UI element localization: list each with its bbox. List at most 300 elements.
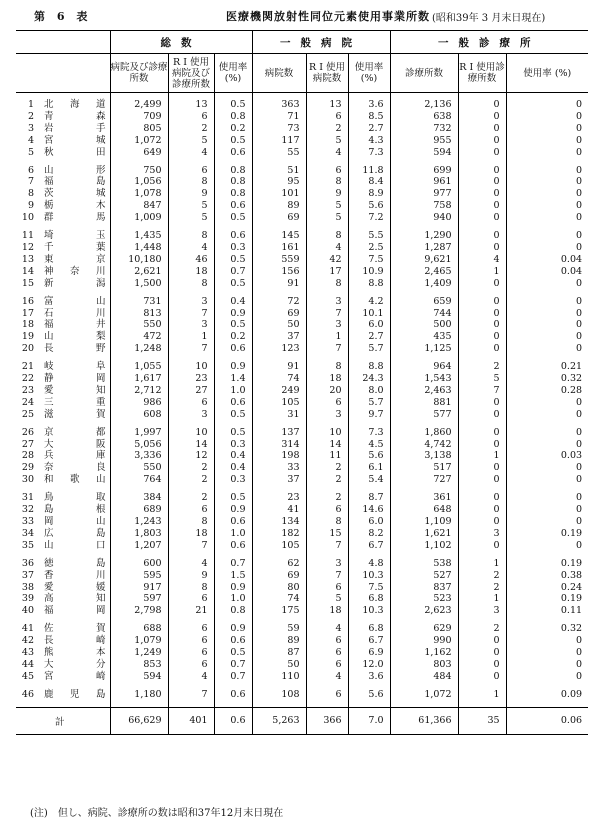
total-clinic-count: 61,366 xyxy=(390,707,458,734)
corner-header xyxy=(16,31,110,54)
cell-hr: 4.2 xyxy=(348,296,390,308)
cell-tr: 0.9 xyxy=(214,361,252,373)
cell-t: 1,009 xyxy=(110,212,168,224)
cell-cri: 1 xyxy=(458,558,506,570)
prefecture-name: 岐阜 xyxy=(44,361,106,373)
cell-cri: 1 xyxy=(458,689,506,701)
table-row xyxy=(16,540,588,552)
cell-tr: 0.5 xyxy=(214,319,252,331)
cell-h: 69 xyxy=(252,570,306,582)
cell-tr: 0.7 xyxy=(214,266,252,278)
cell-hr: 6.7 xyxy=(348,540,390,552)
cell-tr: 0.6 xyxy=(214,635,252,647)
cell-hri: 8 xyxy=(306,516,348,528)
cell-tr: 0.9 xyxy=(214,308,252,320)
cell-hri: 2 xyxy=(306,462,348,474)
prefecture-name: 岡山 xyxy=(44,516,106,527)
prefecture-name: 三重 xyxy=(44,396,106,408)
cell-hr: 8.8 xyxy=(348,361,390,373)
cell-cr: 0.03 xyxy=(506,450,588,462)
cell-tri: 7 xyxy=(168,343,214,355)
col-header-total-rate: 使用率 (%) xyxy=(214,54,252,93)
cell-c: 977 xyxy=(390,188,458,200)
cell-hr: 2.7 xyxy=(348,331,390,343)
cell-hr: 8.5 xyxy=(348,111,390,123)
cell-hri: 9 xyxy=(306,188,348,200)
cell-hr: 4.8 xyxy=(348,558,390,570)
cell-hr: 5.6 xyxy=(348,450,390,462)
cell-tri: 6 xyxy=(168,111,214,123)
cell-h: 559 xyxy=(252,254,306,266)
cell-hr: 7.3 xyxy=(348,427,390,439)
cell-cr: 0 xyxy=(506,462,588,474)
cell-cr: 0 xyxy=(506,504,588,516)
cell-cri: 0 xyxy=(458,200,506,212)
cell-t: 1,435 xyxy=(110,230,168,242)
total-clinic-ri: 35 xyxy=(458,707,506,734)
prefecture-name: 奈良 xyxy=(44,462,106,474)
cell-t: 731 xyxy=(110,296,168,308)
row-number: 40 xyxy=(21,605,34,617)
row-number: 1 xyxy=(27,99,34,110)
cell-hr: 6.8 xyxy=(348,593,390,605)
cell-cri: 0 xyxy=(458,427,506,439)
table-number: 第 6 表 xyxy=(34,10,92,23)
cell-cri: 0 xyxy=(458,635,506,647)
cell-tr: 0.3 xyxy=(214,474,252,486)
cell-hr: 4.3 xyxy=(348,135,390,147)
cell-cr: 0 xyxy=(506,165,588,177)
table-row xyxy=(16,361,588,373)
table-row xyxy=(16,516,588,528)
table-row xyxy=(16,462,588,474)
row-number: 22 xyxy=(21,373,34,385)
cell-tri: 8 xyxy=(168,582,214,594)
cell-h: 198 xyxy=(252,450,306,462)
cell-tr: 0.8 xyxy=(214,176,252,188)
cell-hri: 8 xyxy=(306,361,348,373)
row-number: 46 xyxy=(21,688,34,700)
cell-hr: 10.3 xyxy=(348,570,390,582)
cell-tr: 0.6 xyxy=(214,147,252,159)
prefecture-name: 滋賀 xyxy=(44,408,106,420)
cell-t: 917 xyxy=(110,582,168,594)
cell-tr: 0.6 xyxy=(214,343,252,355)
table-row xyxy=(16,99,588,111)
cell-tri: 21 xyxy=(168,605,214,617)
cell-h: 117 xyxy=(252,135,306,147)
cell-cri: 0 xyxy=(458,123,506,135)
cell-t: 1,078 xyxy=(110,188,168,200)
cell-t: 595 xyxy=(110,570,168,582)
cell-tr: 1.0 xyxy=(214,593,252,605)
col-header-hospital-count: 病院数 xyxy=(252,54,306,93)
cell-cr: 0 xyxy=(506,516,588,528)
cell-hri: 42 xyxy=(306,254,348,266)
cell-c: 1,109 xyxy=(390,516,458,528)
cell-tri: 3 xyxy=(168,409,214,421)
prefecture-name: 栃木 xyxy=(44,200,106,212)
cell-tri: 6 xyxy=(168,647,214,659)
cell-c: 990 xyxy=(390,635,458,647)
row-number: 10 xyxy=(21,212,34,224)
cell-cr: 0 xyxy=(506,200,588,212)
cell-tri: 6 xyxy=(168,165,214,177)
cell-t: 600 xyxy=(110,558,168,570)
cell-h: 134 xyxy=(252,516,306,528)
cell-t: 1,803 xyxy=(110,528,168,540)
cell-tri: 6 xyxy=(168,623,214,635)
cell-hr: 7.5 xyxy=(348,254,390,266)
col-header-clinic-count: 診療所数 xyxy=(390,54,458,93)
row-number: 18 xyxy=(21,319,34,331)
cell-hri: 8 xyxy=(306,278,348,290)
cell-c: 699 xyxy=(390,165,458,177)
cell-tri: 2 xyxy=(168,123,214,135)
cell-cri: 0 xyxy=(458,504,506,516)
row-number: 12 xyxy=(21,241,34,253)
prefecture-name: 茨城 xyxy=(44,188,106,200)
cell-tr: 0.5 xyxy=(214,278,252,290)
cell-c: 361 xyxy=(390,492,458,504)
cell-hr: 10.3 xyxy=(348,605,390,617)
cell-tr: 0.2 xyxy=(214,331,252,343)
cell-tr: 0.6 xyxy=(214,540,252,552)
cell-h: 41 xyxy=(252,504,306,516)
row-number: 6 xyxy=(27,164,34,176)
cell-c: 803 xyxy=(390,659,458,671)
table-body xyxy=(16,93,588,708)
cell-tri: 18 xyxy=(168,266,214,278)
cell-h: 105 xyxy=(252,540,306,552)
cell-hri: 6 xyxy=(306,111,348,123)
prefecture-name: 北海道 xyxy=(44,99,106,110)
total-count: 66,629 xyxy=(110,707,168,734)
cell-hri: 18 xyxy=(306,605,348,617)
table-row xyxy=(16,331,588,343)
cell-hri: 6 xyxy=(306,689,348,701)
row-number: 32 xyxy=(21,504,34,516)
row-number: 11 xyxy=(21,230,34,242)
cell-cr: 0 xyxy=(506,671,588,683)
prefecture-name: 和歌山 xyxy=(44,474,106,486)
prefecture-name: 富山 xyxy=(44,295,106,307)
cell-t: 10,180 xyxy=(110,254,168,266)
cell-tri: 6 xyxy=(168,635,214,647)
cell-hr: 8.8 xyxy=(348,278,390,290)
cell-tr: 0.9 xyxy=(214,582,252,594)
prefecture-name: 岩手 xyxy=(44,122,106,134)
cell-tri: 8 xyxy=(168,176,214,188)
cell-h: 37 xyxy=(252,474,306,486)
cell-cr: 0.09 xyxy=(506,689,588,701)
cell-cri: 0 xyxy=(458,111,506,123)
cell-tri: 4 xyxy=(168,671,214,683)
cell-cri: 0 xyxy=(458,296,506,308)
cell-cri: 0 xyxy=(458,540,506,552)
cell-c: 517 xyxy=(390,462,458,474)
total-rate: 0.6 xyxy=(214,707,252,734)
cell-h: 23 xyxy=(252,492,306,504)
cell-hri: 5 xyxy=(306,593,348,605)
cell-tri: 8 xyxy=(168,278,214,290)
cell-cri: 1 xyxy=(458,266,506,278)
cell-hri: 4 xyxy=(306,147,348,159)
row-number: 7 xyxy=(27,176,34,188)
prefecture-name: 新潟 xyxy=(44,277,106,289)
cell-cr: 0 xyxy=(506,308,588,320)
cell-tr: 0.8 xyxy=(214,605,252,617)
cell-tr: 1.0 xyxy=(214,385,252,397)
cell-c: 964 xyxy=(390,361,458,373)
cell-hr: 14.6 xyxy=(348,504,390,516)
cell-c: 435 xyxy=(390,331,458,343)
cell-tr: 1.0 xyxy=(214,528,252,540)
table-row xyxy=(16,230,588,242)
row-number: 29 xyxy=(21,462,34,474)
cell-cr: 0.38 xyxy=(506,570,588,582)
cell-h: 108 xyxy=(252,689,306,701)
row-number: 2 xyxy=(27,110,34,122)
footnote xyxy=(30,804,283,819)
cell-h: 50 xyxy=(252,319,306,331)
cell-hr: 3.6 xyxy=(348,99,390,111)
cell-c: 961 xyxy=(390,176,458,188)
cell-cri: 0 xyxy=(458,319,506,331)
cell-cr: 0.24 xyxy=(506,582,588,594)
cell-h: 71 xyxy=(252,111,306,123)
cell-cr: 0 xyxy=(506,147,588,159)
cell-cr: 0 xyxy=(506,176,588,188)
cell-t: 1,079 xyxy=(110,635,168,647)
cell-tr: 0.8 xyxy=(214,111,252,123)
cell-cr: 0 xyxy=(506,492,588,504)
table-row xyxy=(16,266,588,278)
cell-c: 1,290 xyxy=(390,230,458,242)
cell-c: 500 xyxy=(390,319,458,331)
cell-hri: 3 xyxy=(306,558,348,570)
cell-hr: 8.0 xyxy=(348,385,390,397)
row-number: 19 xyxy=(21,331,34,343)
cell-cr: 0 xyxy=(506,135,588,147)
cell-t: 649 xyxy=(110,147,168,159)
cell-tr: 1.4 xyxy=(214,373,252,385)
cell-h: 31 xyxy=(252,409,306,421)
cell-hr: 10.9 xyxy=(348,266,390,278)
cell-cr: 0 xyxy=(506,319,588,331)
row-number: 36 xyxy=(21,557,34,569)
cell-c: 2,463 xyxy=(390,385,458,397)
cell-tri: 12 xyxy=(168,450,214,462)
table-row xyxy=(16,254,588,266)
cell-hr: 24.3 xyxy=(348,373,390,385)
cell-hri: 10 xyxy=(306,427,348,439)
cell-h: 55 xyxy=(252,147,306,159)
prefecture-name: 宮崎 xyxy=(44,670,106,682)
cell-hri: 8 xyxy=(306,176,348,188)
table-row xyxy=(16,308,588,320)
row-number: 34 xyxy=(21,527,34,539)
cell-cr: 0 xyxy=(506,111,588,123)
cell-c: 940 xyxy=(390,212,458,224)
cell-cri: 7 xyxy=(458,385,506,397)
cell-c: 2,623 xyxy=(390,605,458,617)
cell-cr: 0 xyxy=(506,659,588,671)
table-row xyxy=(16,397,588,409)
cell-tr: 0.9 xyxy=(214,623,252,635)
table-row xyxy=(16,176,588,188)
cell-tr: 0.7 xyxy=(214,558,252,570)
cell-hri: 15 xyxy=(306,528,348,540)
cell-t: 805 xyxy=(110,123,168,135)
cell-hr: 2.5 xyxy=(348,242,390,254)
prefecture-name: 山形 xyxy=(44,164,106,176)
table-row xyxy=(16,439,588,451)
cell-t: 2,499 xyxy=(110,99,168,111)
corner-subheader xyxy=(16,54,110,93)
table-row xyxy=(16,123,588,135)
cell-c: 523 xyxy=(390,593,458,605)
cell-cri: 5 xyxy=(458,373,506,385)
cell-hr: 8.2 xyxy=(348,528,390,540)
row-number: 37 xyxy=(21,569,34,581)
cell-h: 87 xyxy=(252,647,306,659)
row-number: 5 xyxy=(27,146,34,158)
cell-t: 1,248 xyxy=(110,343,168,355)
prefecture-name: 熊本 xyxy=(44,647,106,659)
total-hospital-count: 5,263 xyxy=(252,707,306,734)
total-row xyxy=(16,707,588,734)
cell-cri: 0 xyxy=(458,462,506,474)
cell-h: 73 xyxy=(252,123,306,135)
cell-hr: 4.5 xyxy=(348,439,390,451)
cell-cr: 0 xyxy=(506,99,588,111)
row-number: 27 xyxy=(21,438,34,450)
prefecture-name: 徳島 xyxy=(44,557,106,569)
cell-h: 123 xyxy=(252,343,306,355)
cell-cr: 0 xyxy=(506,123,588,135)
row-number: 44 xyxy=(21,658,34,670)
row-number: 26 xyxy=(21,426,34,438)
cell-tri: 5 xyxy=(168,135,214,147)
prefecture-name: 宮城 xyxy=(44,134,106,146)
cell-cri: 0 xyxy=(458,647,506,659)
cell-h: 145 xyxy=(252,230,306,242)
cell-tri: 3 xyxy=(168,319,214,331)
cell-c: 837 xyxy=(390,582,458,594)
cell-hr: 6.0 xyxy=(348,319,390,331)
cell-tri: 7 xyxy=(168,308,214,320)
cell-hri: 6 xyxy=(306,635,348,647)
cell-c: 727 xyxy=(390,474,458,486)
cell-cr: 0.19 xyxy=(506,593,588,605)
cell-c: 758 xyxy=(390,200,458,212)
cell-hri: 7 xyxy=(306,343,348,355)
cell-tri: 1 xyxy=(168,331,214,343)
cell-cri: 2 xyxy=(458,623,506,635)
cell-hr: 7.2 xyxy=(348,212,390,224)
cell-hr: 8.4 xyxy=(348,176,390,188)
cell-tr: 0.9 xyxy=(214,504,252,516)
cell-hri: 2 xyxy=(306,123,348,135)
prefecture-name: 兵庫 xyxy=(44,450,106,462)
cell-c: 1,125 xyxy=(390,343,458,355)
cell-c: 1,102 xyxy=(390,540,458,552)
cell-cr: 0 xyxy=(506,427,588,439)
row-number: 39 xyxy=(21,593,34,605)
cell-t: 1,249 xyxy=(110,647,168,659)
cell-c: 1,162 xyxy=(390,647,458,659)
row-number: 25 xyxy=(21,408,34,420)
cell-cri: 0 xyxy=(458,492,506,504)
cell-cri: 0 xyxy=(458,242,506,254)
cell-t: 597 xyxy=(110,593,168,605)
table-row xyxy=(16,111,588,123)
cell-hri: 18 xyxy=(306,373,348,385)
cell-t: 472 xyxy=(110,331,168,343)
cell-c: 1,860 xyxy=(390,427,458,439)
cell-hri: 6 xyxy=(306,582,348,594)
table-row xyxy=(16,635,588,647)
cell-tri: 4 xyxy=(168,147,214,159)
cell-t: 813 xyxy=(110,308,168,320)
row-number: 33 xyxy=(21,516,34,527)
cell-tr: 0.5 xyxy=(214,254,252,266)
cell-cri: 2 xyxy=(458,570,506,582)
cell-hr: 7.3 xyxy=(348,147,390,159)
cell-c: 744 xyxy=(390,308,458,320)
cell-cri: 0 xyxy=(458,516,506,528)
cell-hr: 5.7 xyxy=(348,397,390,409)
cell-tri: 13 xyxy=(168,99,214,111)
table-row xyxy=(16,605,588,617)
cell-cr: 0.04 xyxy=(506,254,588,266)
cell-c: 9,621 xyxy=(390,254,458,266)
cell-cri: 2 xyxy=(458,361,506,373)
cell-tr: 0.5 xyxy=(214,99,252,111)
cell-cr: 0.19 xyxy=(506,528,588,540)
cell-tr: 0.6 xyxy=(214,200,252,212)
cell-hri: 14 xyxy=(306,439,348,451)
cell-tr: 0.3 xyxy=(214,439,252,451)
cell-tri: 6 xyxy=(168,504,214,516)
cell-t: 5,056 xyxy=(110,439,168,451)
table-row xyxy=(16,278,588,290)
group-header-clinic: 一般診療所 xyxy=(390,31,588,54)
cell-cr: 0 xyxy=(506,296,588,308)
cell-hri: 5 xyxy=(306,135,348,147)
table-row xyxy=(16,528,588,540)
group-header-total: 総数 xyxy=(110,31,252,54)
cell-h: 105 xyxy=(252,397,306,409)
cell-tri: 6 xyxy=(168,593,214,605)
cell-h: 89 xyxy=(252,200,306,212)
cell-h: 110 xyxy=(252,671,306,683)
cell-cri: 4 xyxy=(458,254,506,266)
cell-hri: 11 xyxy=(306,450,348,462)
cell-h: 314 xyxy=(252,439,306,451)
cell-h: 59 xyxy=(252,623,306,635)
cell-tr: 0.5 xyxy=(214,409,252,421)
table-title: 医療機関放射性同位元素使用事業所数 xyxy=(226,10,430,23)
cell-cri: 1 xyxy=(458,450,506,462)
cell-h: 249 xyxy=(252,385,306,397)
prefecture-name: 群馬 xyxy=(44,212,106,224)
prefecture-name: 香川 xyxy=(44,569,106,581)
cell-t: 1,207 xyxy=(110,540,168,552)
table-row xyxy=(16,492,588,504)
cell-hr: 9.7 xyxy=(348,409,390,421)
